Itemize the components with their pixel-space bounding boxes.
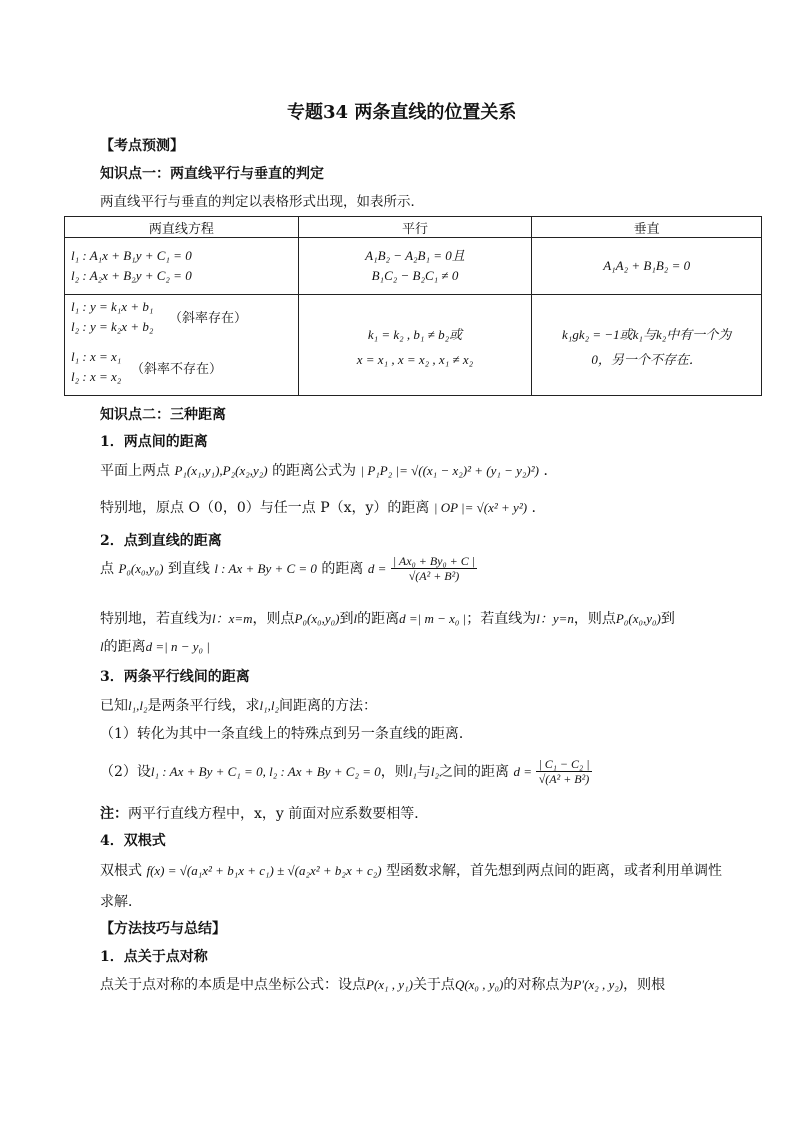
condition-line: x = x₁ , x = x₂ , x₁ ≠ x₂ <box>356 352 474 367</box>
point-line-distance-line <box>100 554 477 584</box>
formula: l₁ <box>408 764 417 779</box>
condition-line: 0，另一个不存在． <box>591 352 702 367</box>
table-header-cell: 两直线方程 <box>65 217 299 238</box>
distance-two-points-heading: 1．两点间的距离 <box>100 434 208 450</box>
text: ，则点 <box>573 611 616 627</box>
formula: d = <box>513 764 532 779</box>
equation-line: l₁ : x = x₁ <box>71 349 122 364</box>
section-heading-kaodian: 【考点预测】 <box>100 138 184 154</box>
two-point-distance-line <box>100 460 557 480</box>
table-row <box>65 295 762 396</box>
parallel-lines-intro <box>100 695 377 715</box>
table-cell-parallel <box>298 295 532 396</box>
formula: l <box>100 639 104 654</box>
equation-line: l₂ : x = x₂ <box>71 369 122 384</box>
text: 点关于点对称的本质是中点坐标公式：设点 <box>100 977 366 993</box>
kp1-intro: 两直线平行与垂直的判定以表格形式出现，如表所示． <box>100 194 424 210</box>
origin-distance-line <box>100 497 536 517</box>
text: . <box>531 500 536 516</box>
table-row <box>65 238 762 295</box>
formula: l：x=m <box>212 611 253 626</box>
formula: l：y=n <box>536 611 574 626</box>
text: 的距离 <box>103 639 146 655</box>
table-cell-parallel <box>298 238 532 295</box>
kp1-heading: 知识点一：两直线平行与垂直的判定 <box>100 166 324 182</box>
table-cell-perpendicular <box>532 295 762 396</box>
text: 的距离公式为 <box>272 463 357 479</box>
formula: d =| m − x₀ | <box>399 611 467 626</box>
text: 已知 <box>100 698 128 714</box>
text: 的对称点为 <box>503 977 574 993</box>
condition-line: A₁A₂ + B₁B₂ = 0 <box>603 258 691 273</box>
note-label: 注： <box>100 806 128 822</box>
formula: P₁(x₁,y₁),P₂(x₂,y₂) <box>174 463 268 478</box>
method-2 <box>100 757 592 787</box>
note-text: 两平行直线方程中，x，y 前面对应系数要相等． <box>128 806 429 822</box>
text: 之间的距离 <box>439 764 510 780</box>
formula: l₁,l₂ <box>128 698 148 713</box>
formula: | OP |= √(x² + y²) <box>433 500 528 515</box>
condition-line: k₁gk₂ = −1或k₁与k₂中有一个为 <box>562 327 732 342</box>
formula: P′(x₂ , y₂) <box>573 977 624 992</box>
formula: d =| n − y₀ | <box>145 639 210 654</box>
text: 到 <box>660 611 675 627</box>
distance-fraction <box>391 554 477 584</box>
fraction-numerator: | Ax₀ + By₀ + C | <box>392 554 476 568</box>
text: 的距离 <box>357 611 400 627</box>
formula: d = <box>367 561 387 576</box>
parallel-distance-fraction <box>536 757 591 787</box>
text: 平面上两点 <box>100 463 170 479</box>
text: 到直线 <box>167 561 210 577</box>
formula: l₁ : Ax + By + C₁ = 0, l₂ : Ax + By + C₂ = 0 <box>150 764 381 779</box>
table-header-cell: 平行 <box>298 217 532 238</box>
section-heading-fangfa: 【方法技巧与总结】 <box>100 921 226 937</box>
table-header-cell: 垂直 <box>532 217 762 238</box>
table-cell-perpendicular <box>532 238 762 295</box>
text: 特别地，原点 <box>100 500 184 516</box>
fraction-numerator: | C₁ − C₂ | <box>538 757 590 771</box>
table-header-row <box>65 217 762 238</box>
table-cell-equations <box>65 295 299 396</box>
equation-line: l₂ : A₂x + B₂y + C₂ = 0 <box>71 268 192 283</box>
parallel-distance-heading: 3．两条平行线间的距离 <box>100 669 250 685</box>
text: ，则 <box>380 764 409 780</box>
special-case-line-2 <box>100 636 210 656</box>
slope-not-exists-note: （斜率不存在） <box>131 362 223 377</box>
text: 是两条平行线，求 <box>147 698 260 714</box>
text: ；若直线为 <box>466 611 537 627</box>
fraction-denominator: √(A² + B²) <box>408 569 460 583</box>
formula: P(x₁ , y₁) <box>366 977 413 992</box>
text: 与 <box>416 764 431 780</box>
point-line-distance-heading: 2．点到直线的距离 <box>100 533 222 549</box>
table-cell-equations <box>65 238 299 295</box>
text: ，则点 <box>252 611 295 627</box>
text: 特别地，若直线为 <box>100 611 212 627</box>
formula: Q(x₀ , y₀) <box>454 977 504 992</box>
note-line <box>100 803 428 823</box>
condition-line: B₁C₂ − B₂C₁ ≠ 0 <box>371 268 459 283</box>
kp2-heading: 知识点二：三种距离 <box>100 407 226 423</box>
text: 的距离 <box>321 561 364 577</box>
text: （2）设 <box>100 764 151 780</box>
equation-line: l₁ : A₁x + B₁y + C₁ = 0 <box>71 248 192 263</box>
formula: P₀(x₀,y₀) <box>118 561 164 576</box>
text: ，则根 <box>623 977 666 993</box>
method-1: （1）转化为其中一条直线上的特殊点到另一条直线的距离． <box>100 726 473 742</box>
text: 到 <box>339 611 354 627</box>
text: 点 <box>100 561 114 577</box>
equation-line: l₂ : y = k₂x + b₂ <box>71 319 154 334</box>
slope-exists-note: （斜率存在） <box>169 311 248 326</box>
comparison-table <box>64 216 762 396</box>
special-case-line <box>100 608 675 628</box>
point-symmetry-heading: 1．点关于点对称 <box>100 949 208 965</box>
formula: l <box>353 611 358 626</box>
text: 间距离的方法： <box>279 698 378 714</box>
formula: l : Ax + By + C = 0 <box>214 561 317 576</box>
condition-line: k₁ = k₂ , b₁ ≠ b₂或 <box>367 327 463 342</box>
formula: f(x) = √(a₁x² + b₁x + c₁) ± √(a₂x² + b₂x + c₂) <box>146 863 382 878</box>
point-symmetry-line <box>100 974 665 994</box>
text: ． <box>543 463 558 479</box>
formula: P₀(x₀,y₀) <box>294 611 340 626</box>
formula: l₁,l₂ <box>259 698 280 713</box>
double-radical-line <box>100 860 722 880</box>
condition-line: A₁B₂ − A₂B₁ = 0且 <box>365 248 465 263</box>
text: O（0，0）与任一点 P（x，y）的距离 <box>188 500 430 516</box>
double-radical-line-2: 求解． <box>100 894 142 910</box>
equation-line: l₁ : y = k₁x + b₁ <box>71 299 154 314</box>
double-radical-heading: 4．双根式 <box>100 833 166 849</box>
text: 关于点 <box>412 977 455 993</box>
fraction-denominator: √(A² + B²) <box>538 772 590 786</box>
distance-formula: | P₁P₂ |= √((x₁ − x₂)² + (y₁ − y₂)²) <box>360 463 539 478</box>
formula: l₂ <box>430 764 440 779</box>
page-title: 专题34 两条直线的位置关系 <box>287 102 517 123</box>
text: 型函数求解，首先想到两点间的距离，或者利用单调性 <box>386 863 723 879</box>
text: 双根式 <box>100 863 142 879</box>
formula: P₀(x₀,y₀) <box>615 611 661 626</box>
